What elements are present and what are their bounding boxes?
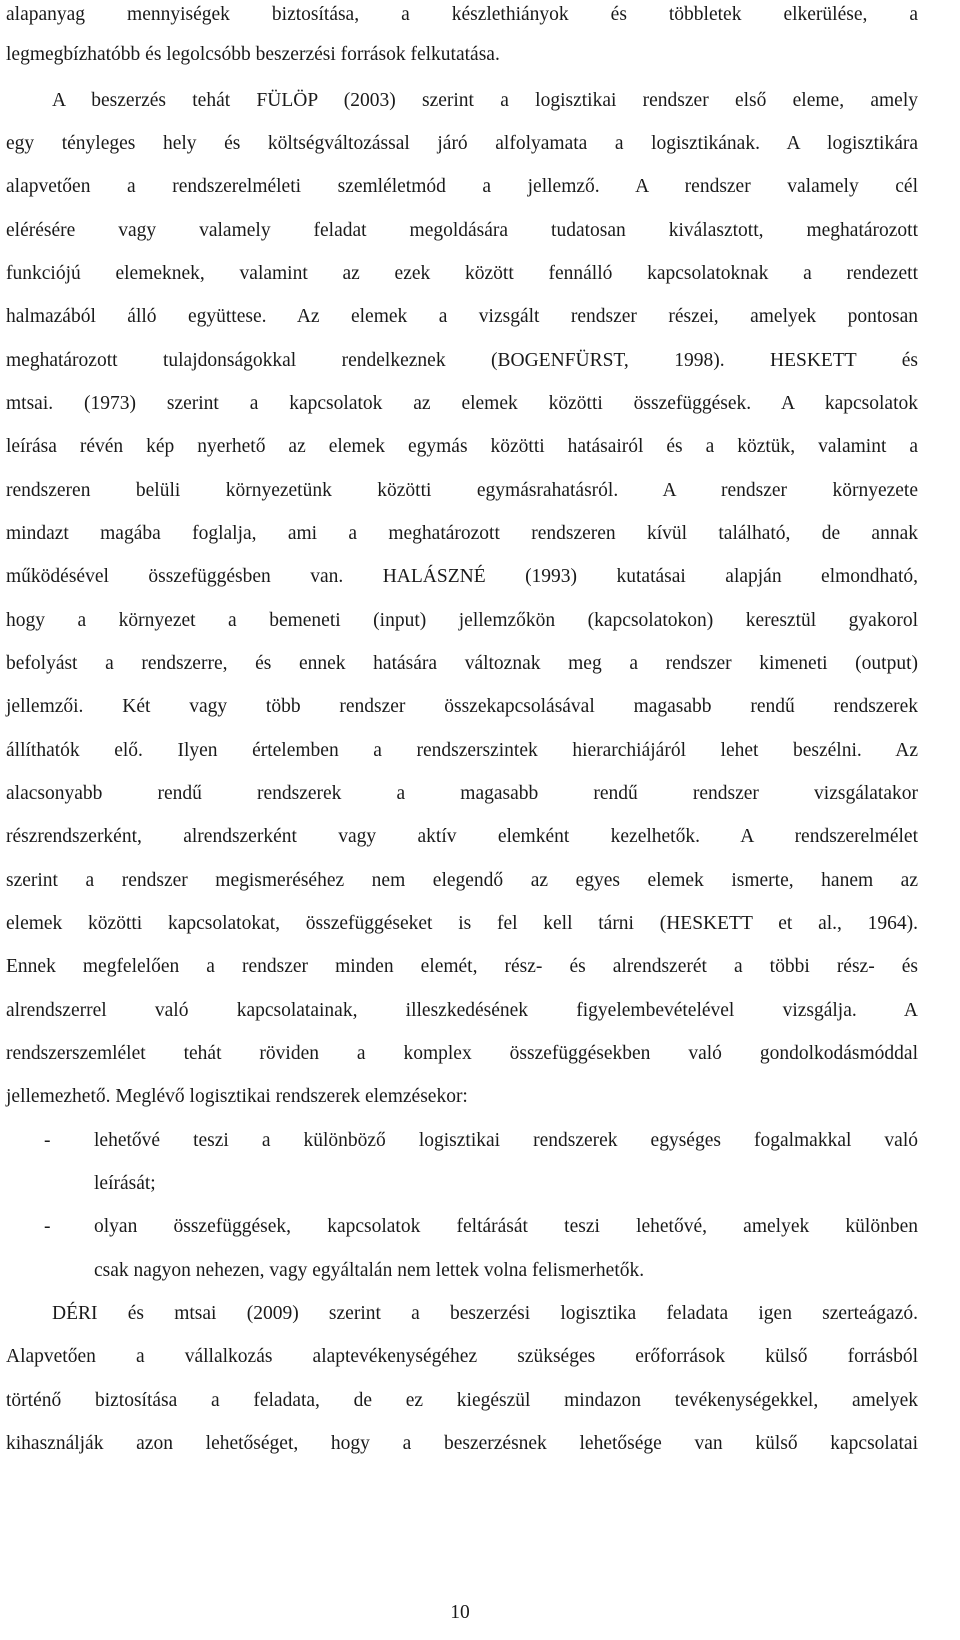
bullet-text-line: lehetővé teszi a különböző logisztikai rendszerek egységes fogalmakkal való <box>94 1130 918 1151</box>
text-line: alapanyag mennyiségek biztosítása, a készlethiányok és többletek elkerülése, a <box>6 4 918 25</box>
text-line: alapvetően a rendszerelméleti szemléletmód a jellemző. A rendszer valamely cél <box>6 176 918 197</box>
text-line: történő biztosítása a feladata, de ez kiegészül mindazon tevékenységekkel, amelyek <box>6 1390 918 1411</box>
text-line: egy tényleges hely és költségváltozással járó alfolyamata a logisztikának. A logisztikára <box>6 133 918 154</box>
text-line: működésével összefüggésben van. HALÁSZNÉ (1993) kutatásai alapján elmondható, <box>6 566 918 587</box>
text-line: Ennek megfelelően a rendszer minden elemét, rész- és alrendszerét a többi rész- és <box>6 956 918 977</box>
text-line: meghatározott tulajdonságokkal rendelkeznek (BOGENFÜRST, 1998). HESKETT és <box>6 350 918 371</box>
text-line: befolyást a rendszerre, és ennek hatására változnak meg a rendszer kimeneti (output) <box>6 653 918 674</box>
bullet-text-line: csak nagyon nehezen, vagy egyáltalán nem lettek volna felismerhetők. <box>94 1260 645 1281</box>
document-page <box>6 0 918 1640</box>
text-line: funkciójú elemeknek, valamint az ezek között fennálló kapcsolatoknak a rendezett <box>6 263 918 284</box>
text-line: alacsonyabb rendű rendszerek a magasabb rendű rendszer vizsgálatakor <box>6 783 918 804</box>
text-line: A beszerzés tehát FÜLÖP (2003) szerint a logisztikai rendszer első eleme, amely <box>52 90 918 111</box>
text-line: kihasználják azon lehetőséget, hogy a beszerzésnek lehetősége van külső kapcsolatai <box>6 1433 918 1454</box>
bullet-text-line: olyan összefüggések, kapcsolatok feltárását teszi lehetővé, amelyek különben <box>94 1216 918 1237</box>
text-line: mtsai. (1973) szerint a kapcsolatok az elemek közötti összefüggések. A kapcsolatok <box>6 393 918 414</box>
text-line: alrendszerrel való kapcsolatainak, illeszkedésének figyelembevételével vizsgálja. A <box>6 1000 918 1021</box>
page-number: 10 <box>450 1602 470 1623</box>
text-line: szerint a rendszer megismeréséhez nem elegendő az egyes elemek ismerte, hanem az <box>6 870 918 891</box>
text-line: jellemzői. Két vagy több rendszer összekapcsolásával magasabb rendű rendszerek <box>6 696 918 717</box>
text-line: elemek közötti kapcsolatokat, összefüggéseket is fel kell tárni (HESKETT et al., 1964). <box>6 913 918 934</box>
text-line: halmazából álló együttese. Az elemek a vizsgált rendszer részei, amelyek pontosan <box>6 306 918 327</box>
text-line: elérésére vagy valamely feladat megoldására tudatosan kiválasztott, meghatározott <box>6 220 918 241</box>
text-line: állíthatók elő. Ilyen értelemben a rendszerszintek hierarchiájáról lehet beszélni. Az <box>6 740 918 761</box>
text-line: rendszerszemlélet tehát röviden a komplex összefüggésekben való gondolkodásmóddal <box>6 1043 918 1064</box>
text-line: jellemezhető. Meglévő logisztikai rendszerek elemzésekor: <box>6 1086 468 1107</box>
text-line: Alapvetően a vállalkozás alaptevékenységéhez szükséges erőforrások külső forrásból <box>6 1346 918 1367</box>
text-line: leírása révén kép nyerhető az elemek egymás közötti hatásairól és a köztük, valamint a <box>6 436 918 457</box>
text-line: legmegbízhatóbb és legolcsóbb beszerzési források felkutatása. <box>6 44 500 65</box>
bullet-marker: - <box>44 1130 51 1151</box>
text-line: részrendszerként, alrendszerként vagy aktív elemként kezelhetők. A rendszerelmélet <box>6 826 918 847</box>
text-line: rendszeren belüli környezetünk közötti egymásrahatásról. A rendszer környezete <box>6 480 918 501</box>
bullet-text-line: leírását; <box>94 1173 156 1194</box>
text-line: DÉRI és mtsai (2009) szerint a beszerzési logisztika feladata igen szerteágazó. <box>52 1303 918 1324</box>
text-line: hogy a környezet a bemeneti (input) jellemzőkön (kapcsolatokon) keresztül gyakorol <box>6 610 918 631</box>
text-line: mindazt magába foglalja, ami a meghatározott rendszeren kívül található, de annak <box>6 523 918 544</box>
bullet-marker: - <box>44 1216 51 1237</box>
